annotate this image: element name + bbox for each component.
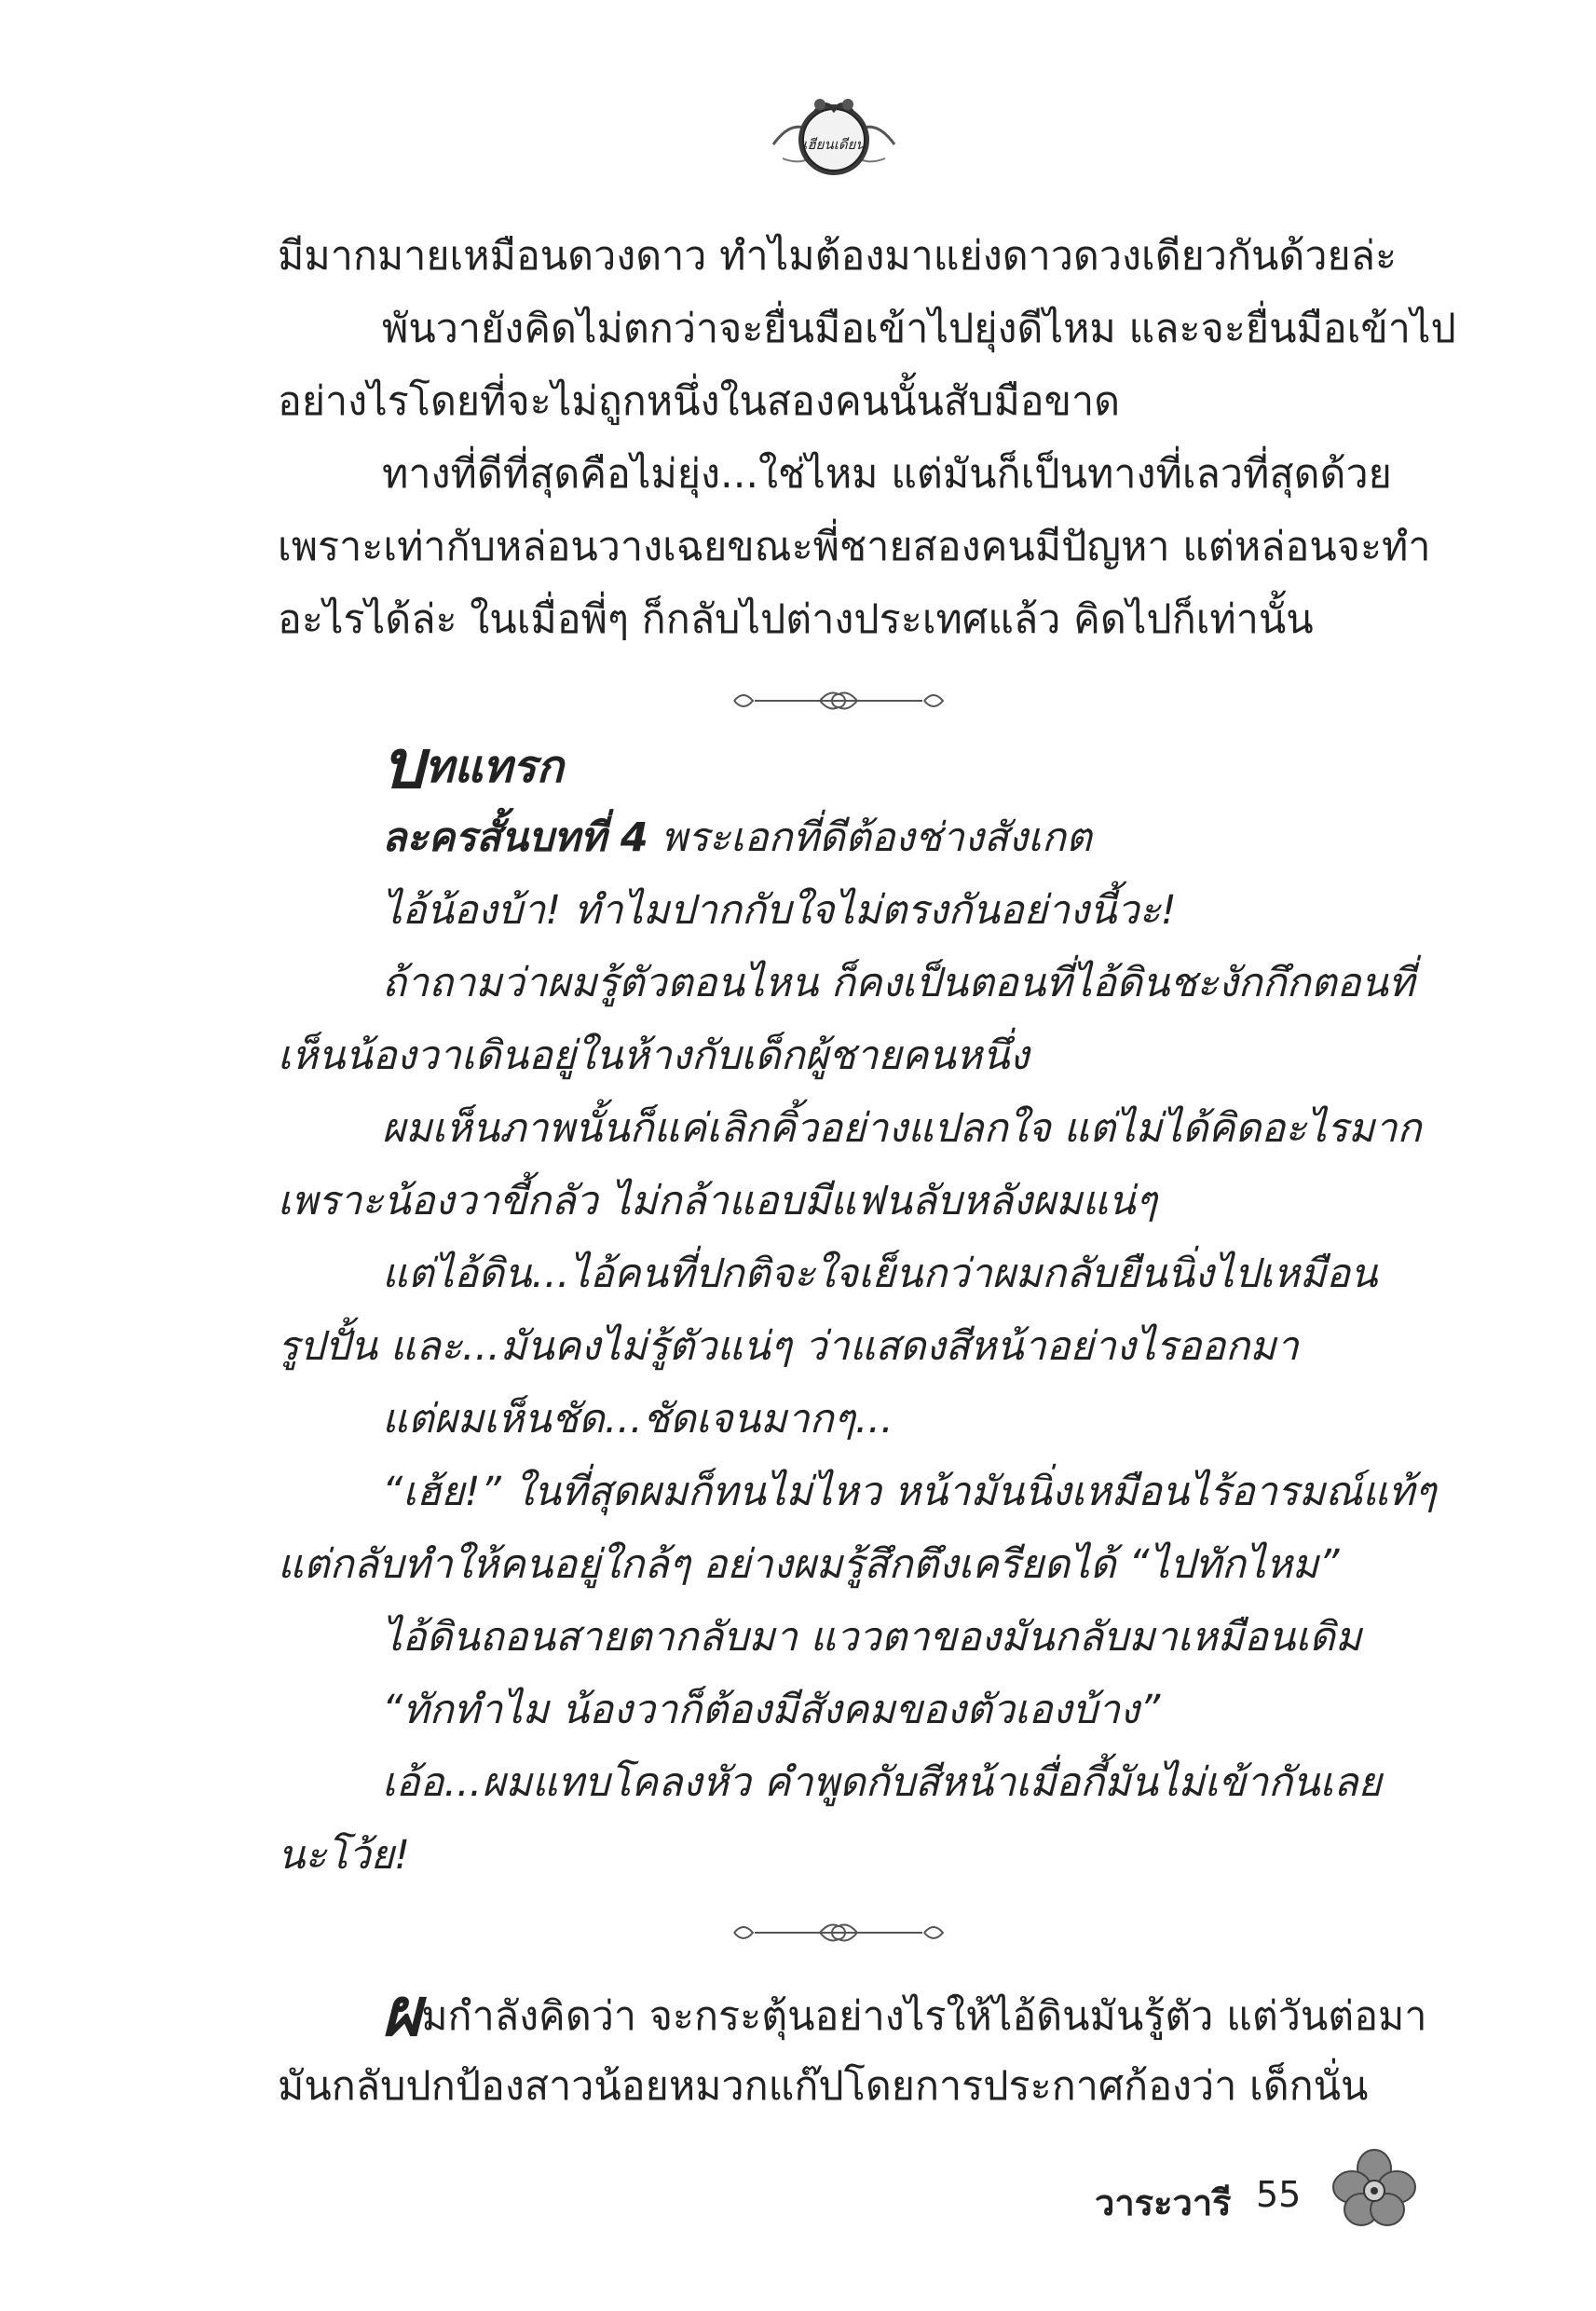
paragraph-line: ไอ้น้องบ้า! ทำไมปากกับใจไม่ตรงกันอย่างนี้วะ! [382, 887, 1177, 934]
paragraph-line: แต่ไอ้ดิน...ไอ้คนที่ปกติจะใจเย็นกว่าผมกลับยืนนิ่งไปเหมือน [382, 1251, 1378, 1297]
paragraph-line: มันกลับปกป้องสาวน้อยหมวกแก๊ปโดยการประกาศก้องว่า เด็กนั่น [278, 2063, 1369, 2110]
paragraph-line: ผมเห็นภาพนั้นก็แค่เลิกคิ้วอย่างแปลกใจ แต่ไม่ได้คิดอะไรมาก [382, 1105, 1422, 1152]
subheading-bold: ละครสั้นบทที่ 4 [382, 814, 648, 861]
ornamental-crest-logo [764, 75, 904, 186]
paragraph-line [382, 1973, 1427, 2053]
paragraph-text: มกำลังคิดว่า จะกระตุ้นอย่างไรให้ไอ้ดินมันรู้ตัว แต่วันต่อมา [421, 1993, 1427, 2040]
paragraph-line: แต่ผมเห็นชัด...ชัดเจนมากๆ... [382, 1396, 893, 1443]
paragraph-line: “เฮ้ย!” ในที่สุดผมก็ทนไม่ไหว หน้ามันนิ่งเหมือนไร้อารมณ์แท้ๆ [382, 1469, 1437, 1515]
paragraph-line: “ทักทำไม น้องวาก็ต้องมีสังคมของตัวเองบ้าง” [382, 1687, 1161, 1733]
paragraph-line: แต่กลับทำให้คนอยู่ใกล้ๆ อย่างผมรู้สึกตึงเครียดได้ “ไปทักไหม” [278, 1541, 1340, 1588]
paragraph-line: เอ้อ...ผมแทบโคลงหัว คำพูดกับสีหน้าเมื่อกี้มันไม่เข้ากันเลย [382, 1759, 1382, 1806]
ornament-divider [727, 682, 950, 719]
paragraph-line: เพราะน้องวาขี้กลัว ไม่กล้าแอบมีแฟนลับหลังผมแน่ๆ [278, 1178, 1157, 1224]
paragraph-line: อย่างไรโดยที่จะไม่ถูกหนึ่งในสองคนนั้นสับมือขาด [278, 378, 1121, 425]
paragraph-line: ถ้าถามว่าผมรู้ตัวตอนไหน ก็คงเป็นตอนที่ไอ้ดินชะงักกึกตอนที่ [382, 960, 1415, 1006]
paragraph-line: นะโว้ย! [278, 1832, 411, 1879]
heading-initial: บ [382, 725, 425, 803]
page-number: 55 [1256, 2174, 1302, 2215]
heading-rest: ทแทรก [424, 741, 564, 793]
paragraph-line: ทางที่ดีที่สุดคือไม่ยุ่ง...ใช่ไหม แต่มันก็เป็นทางที่เลวที่สุดด้วย [382, 451, 1392, 498]
subheading-rest: พระเอกที่ดีต้องช่างสังเกต [648, 814, 1092, 861]
interlude-subheading [382, 801, 1414, 874]
paragraph-line: พันวายังคิดไม่ตกว่าจะยื่นมือเข้าไปยุ่งดีไหม และจะยื่นมือเข้าไป [382, 306, 1456, 352]
paragraph-line: ไอ้ดินถอนสายตากลับมา แววตาของมันกลับมาเหมือนเดิม [382, 1614, 1362, 1661]
paragraph-line: อะไรได้ล่ะ ในเมื่อพี่ๆ ก็กลับไปต่างประเทศแล้ว คิดไปก็เท่านั้น [278, 596, 1314, 643]
interlude-heading [382, 727, 564, 804]
flower-icon [1328, 2148, 1421, 2232]
paragraph-line: รูปปั้น และ...มันคงไม่รู้ตัวแน่ๆ ว่าแสดงสีหน้าอย่างไรออกมา [278, 1323, 1299, 1370]
paragraph-line: เห็นน้องวาเดินอยู่ในห้างกับเด็กผู้ชายคนหนึ่ง [278, 1032, 1030, 1079]
drop-initial: ผ [382, 1973, 422, 2051]
ornament-divider [727, 1914, 950, 1951]
book-title: วาระวารี [1095, 2182, 1232, 2223]
paragraph-line: เพราะเท่ากับหล่อนวางเฉยขณะพี่ชายสองคนมีปัญหา แต่หล่อนจะทำ [278, 524, 1431, 570]
paragraph-line: มีมากมายเหมือนดวงดาว ทำไมต้องมาแย่งดาวดวงเดียวกันด้วยล่ะ [278, 233, 1398, 280]
logo-text: เฮียนเดียน [802, 136, 866, 153]
